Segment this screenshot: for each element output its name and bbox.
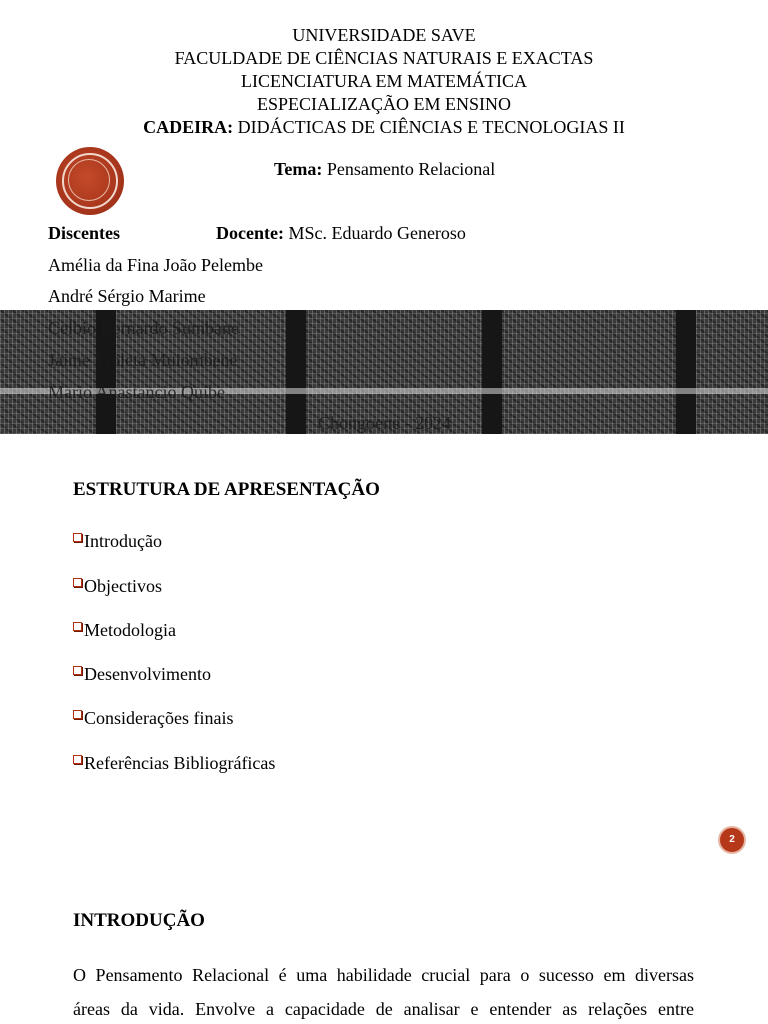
teacher-label: Docente: xyxy=(216,223,284,243)
degree-name: LICENCIATURA EM MATEMÁTICA xyxy=(241,71,527,91)
outline-item: Desenvolvimento xyxy=(73,664,211,685)
course-value: DIDÁCTICAS DE CIÊNCIAS E TECNOLOGIAS II xyxy=(237,117,625,137)
intro-slide xyxy=(0,874,768,1024)
checkbox-bullet-icon xyxy=(73,666,82,675)
theme-label: Tema: xyxy=(274,159,323,179)
student-name: André Sérgio Marime xyxy=(48,286,206,306)
teacher-line xyxy=(216,223,466,244)
page-number-badge: 2 xyxy=(718,826,746,854)
checkbox-bullet-icon xyxy=(73,533,82,542)
cover-slide xyxy=(0,0,768,434)
student-name: Celbio Bernardo Sumbane xyxy=(48,318,239,338)
intro-paragraph-line: áreas da vida. Envolve a capacidade de analisar e entender as relações entre xyxy=(73,999,694,1019)
outline-item: Referências Bibliográficas xyxy=(73,753,275,774)
checkbox-bullet-icon xyxy=(73,622,82,631)
student-name: Jaime Violeta Muiombene xyxy=(48,350,238,370)
university-logo xyxy=(56,147,124,215)
course-line xyxy=(0,116,768,139)
outline-item: Introdução xyxy=(73,531,162,552)
place-date: Chongoene - 2024 xyxy=(318,413,451,433)
checkbox-bullet-icon xyxy=(73,578,82,587)
student-name: Amélia da Fina João Pelembe xyxy=(48,255,263,275)
theme-line xyxy=(274,159,495,180)
student-name: Mario Anastancio Quibe xyxy=(48,382,225,402)
checkbox-bullet-icon xyxy=(73,755,82,764)
outline-item: Metodologia xyxy=(73,620,176,641)
outline-item: Considerações finais xyxy=(73,708,233,729)
course-label: CADEIRA: xyxy=(143,117,234,137)
students-label: Discentes xyxy=(48,223,120,243)
noise-band xyxy=(0,310,768,434)
faculty-name: FACULDADE DE CIÊNCIAS NATURAIS E EXACTAS xyxy=(174,48,594,68)
institution-name: UNIVERSIDADE SAVE xyxy=(292,25,476,45)
specialization-name: ESPECIALIZAÇÃO EM ENSINO xyxy=(257,94,511,114)
checkbox-bullet-icon xyxy=(73,710,82,719)
intro-paragraph-line: O Pensamento Relacional é uma habilidade crucial para o sucesso em diversas xyxy=(73,965,694,985)
intro-title: INTRODUÇÃO xyxy=(73,910,205,931)
outline-slide xyxy=(0,434,768,874)
teacher-value: MSc. Eduardo Generoso xyxy=(288,223,466,243)
theme-value: Pensamento Relacional xyxy=(326,159,496,179)
outline-item: Objectivos xyxy=(73,576,162,597)
outline-title: ESTRUTURA DE APRESENTAÇÃO xyxy=(73,479,380,500)
